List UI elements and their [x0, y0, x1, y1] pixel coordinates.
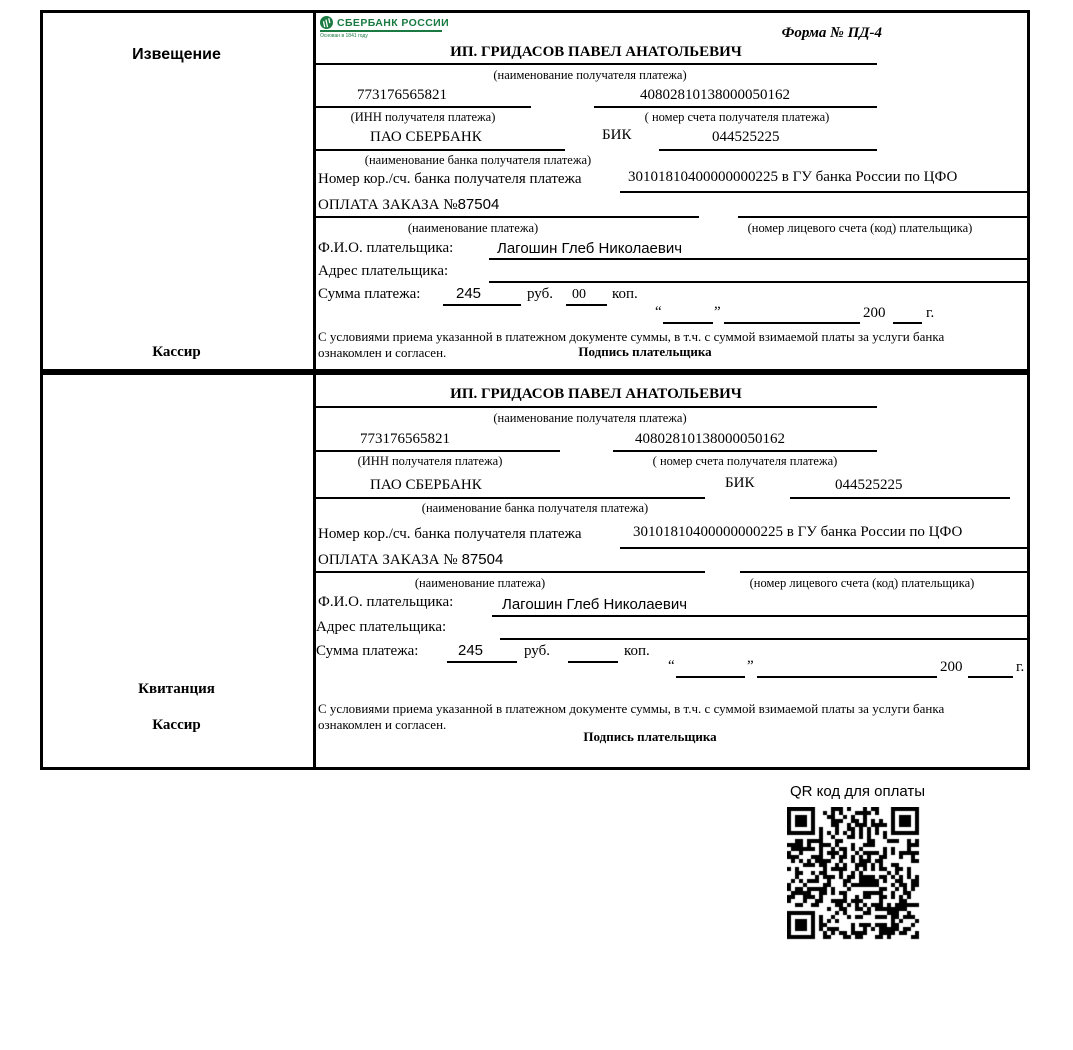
- qr-code: [787, 807, 920, 940]
- personal-account-caption: (номер лицевого счета (код) плательщика): [749, 576, 975, 590]
- underline: [316, 450, 560, 452]
- agreement-line2: ознакомлен и согласен.: [318, 345, 447, 360]
- purpose-caption: (наименование платежа): [407, 221, 539, 235]
- year-prefix: 200: [863, 305, 886, 321]
- payer-name-label: Ф.И.О. плательщика:: [318, 594, 454, 610]
- purpose-caption: (наименование платежа): [414, 576, 546, 590]
- corr-account-label: Номер кор./сч. банка получателя платежа: [318, 526, 582, 542]
- signature-label-receipt: Подпись плательщика: [583, 729, 717, 744]
- inn-caption: (ИНН получателя платежа): [350, 110, 496, 124]
- underline: [740, 571, 1027, 573]
- underline: [316, 406, 877, 408]
- order-number: 87504: [457, 196, 500, 213]
- recipient-inn: 773176565821: [360, 431, 450, 447]
- underline: [659, 149, 877, 151]
- kop-label: коп.: [624, 643, 650, 659]
- sberbank-logo-tagline: Основан в 1841 году: [320, 32, 368, 39]
- underline: [500, 638, 1027, 640]
- bank-caption: (наименование банка получателя платежа): [364, 153, 592, 167]
- underline: [663, 322, 713, 324]
- amount-kop-value: 00: [572, 287, 586, 302]
- inn-caption: (ИНН получателя платежа): [357, 454, 503, 468]
- underline: [443, 304, 521, 306]
- payer-name-label: Ф.И.О. плательщика:: [318, 240, 454, 256]
- year-suffix: г.: [926, 305, 935, 321]
- logo-underline: [320, 30, 442, 32]
- underline: [620, 547, 1027, 549]
- quote-open: “: [668, 658, 675, 674]
- corr-account-label: Номер кор./сч. банка получателя платежа: [318, 171, 582, 187]
- underline: [566, 304, 607, 306]
- underline: [676, 676, 745, 678]
- underline: [724, 322, 860, 324]
- amount-rub-value: 245: [456, 285, 482, 302]
- bik-value: 044525225: [835, 477, 903, 493]
- amount-label: Сумма платежа:: [316, 643, 419, 659]
- payment-purpose: [318, 551, 503, 569]
- rub-label: руб.: [524, 643, 550, 659]
- qr-code-label: QR код для оплаты: [790, 783, 926, 800]
- quote-open: “: [655, 304, 662, 320]
- cashier-label-notice: Кассир: [152, 344, 201, 360]
- rub-label: руб.: [527, 286, 553, 302]
- payment-purpose: [318, 196, 499, 214]
- underline: [620, 191, 1027, 193]
- agreement-line1: С условиями приема указанной в платежном документе суммы, в т.ч. с суммой взимаемой платы за услуги банка: [318, 329, 945, 344]
- underline: [316, 571, 705, 573]
- recipient-account: 40802810138000050162: [635, 431, 785, 447]
- underline: [893, 322, 922, 324]
- recipient-account: 40802810138000050162: [640, 87, 790, 103]
- bank-caption: (наименование банка получателя платежа): [421, 501, 649, 515]
- recipient-name: ИП. ГРИДАСОВ ПАВЕЛ АНАТОЛЬЕВИЧ: [450, 386, 742, 402]
- amount-rub-value: 245: [458, 642, 484, 659]
- personal-account-caption: (номер лицевого счета (код) плательщика): [747, 221, 973, 235]
- purpose-label: ОПЛАТА ЗАКАЗА №: [318, 197, 458, 213]
- receipt-title: Квитанция: [138, 681, 215, 697]
- recipient-name-caption: (наименование получателя платежа): [493, 68, 687, 82]
- underline: [489, 281, 1027, 283]
- underline: [489, 258, 1027, 260]
- bik-label: БИК: [725, 475, 755, 491]
- underline: [568, 661, 618, 663]
- underline: [313, 216, 699, 218]
- corr-account-value: 30101810400000000225 в ГУ банка России по ЦФО: [628, 169, 958, 185]
- sberbank-logo: [320, 16, 449, 39]
- purpose-label: ОПЛАТА ЗАКАЗА №: [318, 552, 458, 568]
- payer-name-value: Лагошин Глеб Николаевич: [502, 596, 688, 613]
- recipient-name: ИП. ГРИДАСОВ ПАВЕЛ АНАТОЛЬЕВИЧ: [450, 44, 742, 60]
- underline: [316, 106, 531, 108]
- underline: [968, 676, 1013, 678]
- payer-name-value: Лагошин Глеб Николаевич: [497, 240, 683, 257]
- bik-value: 044525225: [712, 129, 780, 145]
- quote-close: ”: [714, 304, 721, 320]
- bank-name: ПАО СБЕРБАНК: [370, 477, 482, 493]
- agreement-line2: ознакомлен и согласен.: [318, 717, 447, 732]
- underline: [447, 661, 517, 663]
- payer-address-label: Адрес плательщика:: [318, 263, 449, 279]
- kop-label: коп.: [612, 286, 638, 302]
- underline: [492, 615, 1027, 617]
- signature-label-notice: Подпись плательщика: [578, 344, 712, 359]
- payer-address-label: Адрес плательщика:: [316, 619, 447, 635]
- recipient-inn: 773176565821: [357, 87, 447, 103]
- sberbank-emblem-icon: [320, 16, 333, 29]
- underline: [613, 450, 877, 452]
- year-prefix: 200: [940, 659, 963, 675]
- recipient-name-caption: (наименование получателя платежа): [493, 411, 687, 425]
- quote-close: ”: [747, 658, 754, 674]
- underline: [738, 216, 1027, 218]
- notice-title: Извещение: [132, 46, 221, 63]
- corr-account-value: 30101810400000000225 в ГУ банка России по ЦФО: [633, 524, 963, 540]
- underline: [790, 497, 1010, 499]
- year-suffix: г.: [1016, 659, 1025, 675]
- order-number: 87504: [461, 551, 504, 568]
- underline: [757, 676, 937, 678]
- bik-label: БИК: [602, 127, 632, 143]
- underline: [313, 149, 565, 151]
- underline: [313, 63, 877, 65]
- form-number-label: Форма № ПД-4: [781, 25, 882, 41]
- account-caption: ( номер счета получателя платежа): [644, 110, 830, 124]
- underline: [594, 106, 877, 108]
- underline: [316, 497, 705, 499]
- notice-divider: [313, 13, 316, 369]
- agreement-line1: С условиями приема указанной в платежном документе суммы, в т.ч. с суммой взимаемой платы за услуги банка: [318, 701, 945, 716]
- sberbank-logo-text: СБЕРБАНК РОССИИ: [337, 16, 450, 29]
- amount-label: Сумма платежа:: [318, 286, 421, 302]
- account-caption: ( номер счета получателя платежа): [652, 454, 838, 468]
- cashier-label-receipt: Кассир: [152, 717, 201, 733]
- bank-name: ПАО СБЕРБАНК: [370, 129, 482, 145]
